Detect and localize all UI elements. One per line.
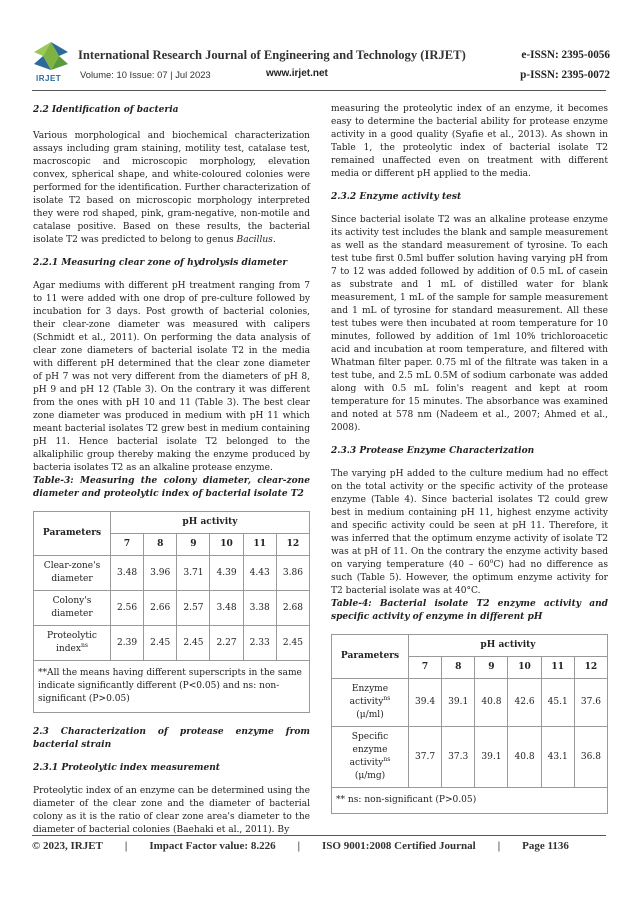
ph-header: 9 [177, 534, 210, 556]
table-cell: 42.6 [508, 679, 541, 727]
volume-issue: Volume: 10 Issue: 07 | Jul 2023 [80, 69, 211, 80]
ph-header: 9 [475, 657, 508, 679]
table-cell: 40.8 [475, 679, 508, 727]
genus-name: Bacillus [236, 235, 273, 245]
p-issn: p-ISSN: 2395-0072 [520, 69, 610, 81]
section-heading-2-3-2: 2.3.2 Enzyme activity test [331, 192, 462, 202]
parameters-header: Parameters [34, 512, 111, 556]
logo-text: IRJET [36, 74, 62, 83]
table-cell: 3.38 [243, 591, 276, 626]
ph-header: 11 [541, 657, 574, 679]
section-heading-2-3-1: 2.3.1 Proteolytic index measurement [33, 763, 220, 773]
paragraph-proteolytic-index: Proteolytic index of an enzyme can be determined using the diameter of the clear zone and the diameter of bacterial colony as it is the ratio of clear zone area's diameter to the diameter of bacterial colonies (Baehaki et al., 2011). By [33, 786, 310, 835]
table-cell: 2.45 [276, 626, 309, 661]
table-cell: 2.45 [177, 626, 210, 661]
table-cell: 2.45 [144, 626, 177, 661]
table-4-caption: Table-4: Bacterial isolate T2 enzyme activity and specific activity of enzyme in different pH [331, 599, 608, 622]
ph-activity-header: pH activity [409, 635, 608, 657]
ph-header: 8 [442, 657, 475, 679]
page-footer [32, 840, 606, 852]
paragraph-text: The varying pH added to the culture medium had no effect on the total activity or the specific activity of the protease enzyme (Table 4). Since bacterial isolates T2 could grew best in medium containing pH 11, highest enzyme activity and specific activity could be seen at pH 11. Therefore, it was inferred that the optimum enzyme activity of isolate T2 was at pH of 11. On the contrary the enzyme activity based on varying temperature (40 – 60 [331, 469, 608, 570]
irjet-logo [30, 40, 72, 88]
paragraph-clear-zone: Agar mediums with different pH treatment ranging from 7 to 11 were added with one drop of pre-culture followed by incubation for 3 days. Post growth of bacterial colonies, their clear-zone diameter was measured with calipers (Schmidt et al., 2011). On performing the data analysis of clear zone diameters of bacterial isolate T2 in the media with different pH determined that the clear zone diameter of pH 7 was not very different from the diameters of pH 8, pH 9 and pH 12 (Table 3). On the contrary it was different from the ones with pH 10 and 11 (Table 3). The best clear zone diameter was produced in medium with pH 11 which meant bacterial isolates T2 grew best in medium containing pH 11. Hence bacterial isolate T2 belonged to the alkaliphilic group thereby making the enzyme produced by bacteria isolates T2 as an alkaline protease enzyme. [33, 281, 310, 473]
table-cell: 45.1 [541, 679, 574, 727]
table-cell: 3.48 [210, 591, 243, 626]
table-cell: 37.7 [409, 727, 442, 788]
ph-header: 11 [243, 534, 276, 556]
section-heading-2-2-1: 2.2.1 Measuring clear zone of hydrolysis diameter [33, 258, 288, 268]
footer-separator: | [124, 840, 128, 852]
table-cell: 2.27 [210, 626, 243, 661]
table-cell: 2.66 [144, 591, 177, 626]
superscript: ns [383, 694, 391, 702]
row-unit: (μ/mg) [354, 771, 386, 781]
table-note: ** ns: non-significant (P>0.05) [332, 788, 608, 814]
paragraph-enzyme-activity: Since bacterial isolate T2 was an alkaline protease enzyme its activity test includes the blank and sample measurement as well as the standard measurement of tyrosine. To each test tube first 0.5ml buffer solution having varying pH from 7 to 12 was added followed by addition of 0.5 mL of casein as substrate and 1 mL of distilled water for blank measurement, 1 mL of the sample for sample measurement and 1 mL of tyrosine for standard measurement. All these test tubes were then incubated at room temperature for 10 minutes, followed by addition of 1ml 10% trichloroacetic acid and incubation at room temperature, and filtered with Whatman filter paper. 0.75 ml of the filtrate was taken in a test tube, and 2.5 mL 0.5M of sodium carbonate was added along with 0.5 mL folin's reagent and kept at room temperature for 15 minutes. The absorbance was examined and noted at 578 nm (Nadeem et al., 2007; Ahmed et al., 2008). [331, 215, 608, 433]
row-label-text: Enzyme activity [349, 684, 389, 707]
row-label-text: Specific enzyme activity [349, 732, 389, 768]
table-cell: 37.3 [442, 727, 475, 788]
paragraph-continued: measuring the proteolytic index of an enzyme, it becomes easy to determine the bacterial ability for protease enzyme activity in a good quality (Syafie et al., 2013). As shown in Table 1, the proteolytic index of bacterial isolate T2 remained unaffected even on treatment with different media or different pH applied to the media. [331, 104, 608, 179]
table-cell: 2.39 [111, 626, 144, 661]
paragraph-end: . [272, 235, 276, 245]
ph-header: 12 [276, 534, 309, 556]
table-row [332, 679, 608, 727]
footer-rule [32, 835, 606, 836]
impact-factor: Impact Factor value: 8.226 [149, 840, 276, 852]
ph-header: 7 [409, 657, 442, 679]
copyright: © 2023, IRJET [32, 840, 103, 852]
superscript: ns [81, 641, 88, 649]
table-note-row [332, 788, 608, 814]
superscript: ns [383, 755, 391, 763]
table-cell: 3.86 [276, 556, 309, 591]
row-label [34, 626, 111, 661]
ph-header: 12 [574, 657, 607, 679]
table-3 [33, 511, 310, 713]
table-cell: 4.43 [243, 556, 276, 591]
paragraph-text: Various morphological and biochemical characterization assays including gram staining, motility test, catalase test, macroscopic and microscopic morphology, elevation convex, spherical shape, and white-coloured colonies were performed for the identification. Further characterization of isolate T2 based on microscopic morphology interpreted they were rod shaped, pink, gram-negative, non-motile and catalase positive. Based on these results, the bacterial isolate T2 was predicted to belong to genus [33, 131, 310, 245]
table-header-row [332, 635, 608, 657]
ph-header: 8 [144, 534, 177, 556]
left-column [33, 104, 310, 837]
paragraph-protease-characterization [331, 468, 608, 598]
table-cell: 36.8 [574, 727, 607, 788]
table-cell: 37.6 [574, 679, 607, 727]
table-cell: 40.8 [508, 727, 541, 788]
table-cell: 4.39 [210, 556, 243, 591]
table-cell: 2.56 [111, 591, 144, 626]
journal-title: International Research Journal of Engineering and Technology (IRJET) [78, 48, 466, 62]
row-unit: (μ/ml) [356, 710, 384, 720]
table-row [34, 591, 310, 626]
table-note: **All the means having different superscripts in the same indicate significantly different (P<0.05) and ns: non-significant (P>0.05) [34, 661, 310, 713]
parameters-header: Parameters [332, 635, 409, 679]
table-cell: 39.4 [409, 679, 442, 727]
header-rule [32, 90, 606, 91]
paragraph-text: C) had no difference as such (Table 5). However, the optimum enzyme activity for T2 bacterial isolate was at 40°C. [331, 560, 608, 596]
table-cell: 3.71 [177, 556, 210, 591]
table-cell: 39.1 [475, 727, 508, 788]
table-cell: 3.48 [111, 556, 144, 591]
footer-separator: | [497, 840, 501, 852]
row-label [332, 679, 409, 727]
iso-certification: ISO 9001:2008 Certified Journal [322, 840, 476, 852]
row-label: Clear-zone's diameter [34, 556, 111, 591]
ph-activity-header: pH activity [111, 512, 310, 534]
footer-separator: | [297, 840, 301, 852]
table-row [34, 626, 310, 661]
table-row [332, 727, 608, 788]
table-cell: 2.68 [276, 591, 309, 626]
table-header-row [34, 512, 310, 534]
section-heading-2-3-3: 2.3.3 Protease Enzyme Characterization [331, 446, 535, 456]
table-row [34, 556, 310, 591]
degree-superscript: o [489, 557, 494, 565]
table-cell: 2.57 [177, 591, 210, 626]
journal-website: www.irjet.net [266, 68, 328, 79]
page-header [30, 40, 610, 88]
section-heading-2-3: 2.3 Characterization of protease enzyme from bacterial strain [33, 727, 310, 750]
ph-header: 7 [111, 534, 144, 556]
row-label [332, 727, 409, 788]
section-heading-2-2: 2.2 Identification of bacteria [33, 105, 179, 115]
row-label: Colony's diameter [34, 591, 111, 626]
ph-header: 10 [508, 657, 541, 679]
irjet-logo-icon [30, 40, 72, 74]
right-column [331, 103, 608, 814]
e-issn: e-ISSN: 2395-0056 [521, 49, 610, 61]
ph-header: 10 [210, 534, 243, 556]
table-cell: 43.1 [541, 727, 574, 788]
page-number: Page 1136 [522, 840, 569, 852]
table-3-caption: Table-3: Measuring the colony diameter, clear-zone diameter and proteolytic index of bacterial isolate T2 [33, 476, 310, 499]
row-label-text: Proteolytic index [47, 631, 97, 654]
table-4 [331, 634, 608, 814]
table-note-row [34, 661, 310, 713]
table-cell: 39.1 [442, 679, 475, 727]
table-cell: 3.96 [144, 556, 177, 591]
table-cell: 2.33 [243, 626, 276, 661]
paragraph-identification [33, 130, 310, 247]
